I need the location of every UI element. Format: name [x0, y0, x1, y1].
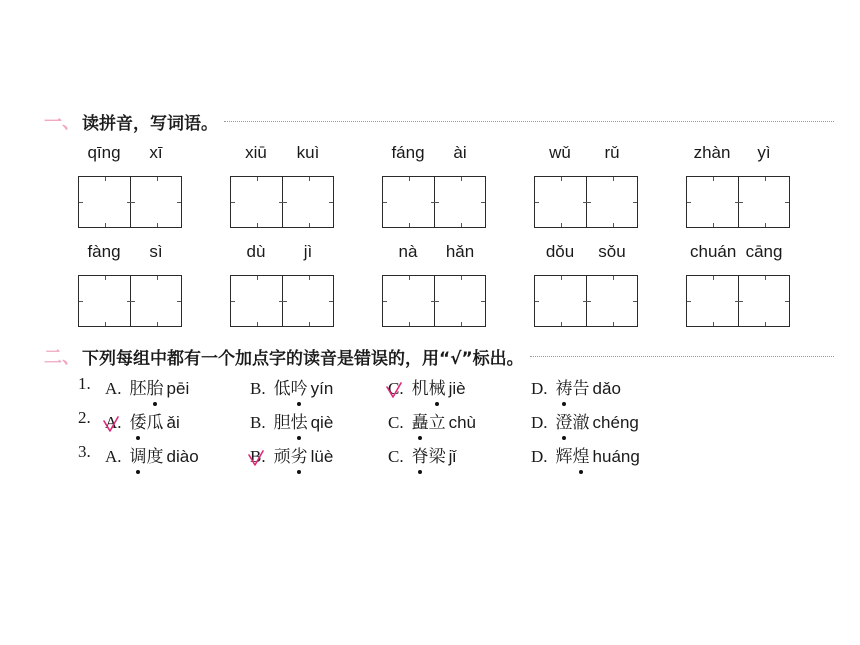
grid-guide-mark: [461, 177, 462, 181]
grid-guide-mark: [481, 301, 485, 302]
grid-guide-mark: [105, 276, 106, 280]
grid-guide-mark: [535, 202, 539, 203]
writing-grid[interactable]: [230, 176, 334, 228]
character: 顽: [273, 447, 291, 467]
answer-option[interactable]: [531, 408, 639, 433]
option-label: C.: [388, 379, 404, 398]
dotted-leader: [530, 356, 834, 357]
writing-grid[interactable]: [382, 275, 486, 327]
option-pinyin: ǎi: [166, 413, 180, 432]
question-number-text: 2.: [78, 408, 91, 427]
pinyin-syllable: xiū: [245, 143, 267, 162]
grid-guide-mark: [257, 177, 258, 181]
section-title: 下列每组中都有一个加点字的读音是错误的，用“√”标出。: [82, 348, 524, 369]
writing-grid[interactable]: [230, 275, 334, 327]
option-pinyin: chéng: [592, 413, 639, 432]
grid-guide-mark: [561, 223, 562, 227]
pinyin-syllable: qīng: [87, 143, 121, 162]
option-label: D.: [531, 379, 548, 398]
dotted-character: 械: [429, 374, 446, 399]
pinyin-syllable: cāng: [745, 242, 783, 261]
option-pinyin: pēi: [166, 379, 190, 398]
grid-guide-mark: [409, 223, 410, 227]
grid-guide-mark: [79, 202, 83, 203]
grid-guide-mark: [131, 202, 135, 203]
grid-guide-mark: [257, 322, 258, 326]
grid-guide-mark: [309, 177, 310, 181]
grid-guide-mark: [231, 301, 235, 302]
pinyin-syllable: jì: [303, 242, 313, 261]
grid-guide-mark: [613, 177, 614, 181]
option-label: B.: [250, 447, 266, 466]
grid-guide-mark: [739, 202, 743, 203]
pinyin-syllable: zhàn: [693, 143, 731, 162]
checkmark-icon: [385, 382, 403, 400]
grid-guide-mark: [157, 223, 158, 227]
character: 梁: [428, 447, 446, 467]
grid-guide-mark: [131, 301, 135, 302]
grid-guide-mark: [177, 202, 181, 203]
grid-guide-mark: [309, 322, 310, 326]
section-1-header: [44, 108, 834, 134]
dotted-character: 怯: [291, 408, 308, 433]
grid-guide-mark: [283, 202, 287, 203]
grid-guide-mark: [157, 276, 158, 280]
answer-option[interactable]: [388, 442, 456, 467]
grid-guide-mark: [765, 177, 766, 181]
option-pinyin: qiè: [310, 413, 334, 432]
dotted-character: 倭: [130, 408, 147, 433]
dotted-character: 澄: [556, 408, 573, 433]
option-pinyin: chù: [448, 413, 477, 432]
grid-guide-mark: [765, 322, 766, 326]
option-pinyin: lüè: [310, 447, 334, 466]
option-label: C.: [388, 413, 404, 432]
grid-guide-mark: [687, 202, 691, 203]
pinyin-syllable: nà: [398, 242, 418, 261]
answer-option[interactable]: [531, 442, 640, 467]
grid-guide-mark: [633, 301, 637, 302]
grid-guide-mark: [257, 276, 258, 280]
option-label: B.: [250, 379, 266, 398]
option-pinyin: yín: [310, 379, 334, 398]
grid-guide-mark: [231, 202, 235, 203]
option-label: A.: [105, 413, 122, 432]
pinyin-syllable: dù: [246, 242, 266, 261]
answer-option[interactable]: [250, 374, 333, 399]
grid-guide-mark: [177, 301, 181, 302]
writing-grid[interactable]: [686, 176, 790, 228]
grid-guide-mark: [587, 301, 591, 302]
pinyin-syllable: sǒu: [598, 242, 626, 261]
pinyin-syllable: sì: [149, 242, 163, 261]
grid-guide-mark: [785, 301, 789, 302]
option-pinyin: jiè: [448, 379, 466, 398]
pinyin-syllable: rǔ: [604, 143, 620, 162]
answer-option[interactable]: [531, 374, 621, 399]
option-label: D.: [531, 447, 548, 466]
dotted-character: 矗: [412, 408, 429, 433]
dotted-character: 煌: [573, 442, 590, 467]
pinyin-syllable: fàng: [87, 242, 121, 261]
section-2-header: [44, 343, 834, 369]
pinyin-syllable: hǎn: [445, 242, 475, 261]
checkmark-icon: [247, 450, 265, 468]
grid-guide-mark: [535, 301, 539, 302]
grid-guide-mark: [461, 322, 462, 326]
dotted-character: 调: [130, 442, 147, 467]
grid-guide-mark: [713, 276, 714, 280]
grid-guide-mark: [409, 322, 410, 326]
option-pinyin: jǐ: [448, 447, 457, 466]
dotted-character: 劣: [291, 442, 308, 467]
grid-guide-mark: [105, 223, 106, 227]
grid-guide-mark: [79, 301, 83, 302]
grid-guide-mark: [765, 223, 766, 227]
pinyin-syllable: dǒu: [545, 242, 575, 261]
grid-guide-mark: [309, 223, 310, 227]
section-title: 读拼音，写词语。: [82, 113, 218, 134]
dotted-character: 胎: [147, 374, 164, 399]
pinyin-syllable: fáng: [391, 143, 425, 162]
option-label: C.: [388, 447, 404, 466]
character: 机: [411, 379, 429, 399]
section-number: 二、: [44, 347, 80, 368]
pinyin-syllable: kuì: [296, 143, 320, 162]
dotted-character: 祷: [556, 374, 573, 399]
writing-grid[interactable]: [78, 275, 182, 327]
grid-guide-mark: [435, 202, 439, 203]
grid-guide-mark: [633, 202, 637, 203]
character: 胆: [273, 413, 291, 433]
question-number: [78, 442, 91, 462]
character: 立: [428, 413, 446, 433]
writing-grid[interactable]: [534, 176, 638, 228]
option-pinyin: huáng: [592, 447, 640, 466]
grid-guide-mark: [409, 177, 410, 181]
option-label: A.: [105, 447, 122, 466]
pinyin-syllable: wǔ: [549, 143, 571, 162]
question-number: [78, 374, 91, 394]
grid-guide-mark: [105, 322, 106, 326]
grid-guide-mark: [309, 276, 310, 280]
dotted-character: 脊: [412, 442, 429, 467]
answer-option[interactable]: [105, 374, 189, 399]
grid-guide-mark: [561, 177, 562, 181]
character: 辉: [555, 447, 573, 467]
grid-guide-mark: [409, 276, 410, 280]
writing-grid[interactable]: [78, 176, 182, 228]
grid-guide-mark: [561, 276, 562, 280]
pinyin-syllable: ài: [453, 143, 467, 162]
answer-option[interactable]: [105, 442, 199, 467]
question-number-text: 3.: [78, 442, 91, 461]
grid-guide-mark: [157, 322, 158, 326]
grid-guide-mark: [613, 276, 614, 280]
grid-guide-mark: [329, 301, 333, 302]
question-number-text: 1.: [78, 374, 91, 393]
grid-guide-mark: [481, 202, 485, 203]
option-label: D.: [531, 413, 548, 432]
grid-guide-mark: [329, 202, 333, 203]
option-pinyin: diào: [166, 447, 199, 466]
grid-guide-mark: [435, 301, 439, 302]
grid-guide-mark: [765, 276, 766, 280]
grid-guide-mark: [713, 177, 714, 181]
writing-grid[interactable]: [534, 275, 638, 327]
grid-guide-mark: [785, 202, 789, 203]
grid-guide-mark: [713, 223, 714, 227]
pinyin-syllable: chuán: [690, 242, 737, 261]
option-label: B.: [250, 413, 266, 432]
grid-guide-mark: [283, 301, 287, 302]
grid-guide-mark: [687, 301, 691, 302]
grid-guide-mark: [383, 301, 387, 302]
pinyin-syllable: yì: [757, 143, 771, 162]
question-number: [78, 408, 91, 428]
option-label: A.: [105, 379, 122, 398]
grid-guide-mark: [461, 223, 462, 227]
grid-guide-mark: [383, 202, 387, 203]
grid-guide-mark: [713, 322, 714, 326]
character: 度: [146, 447, 164, 467]
character: 告: [572, 379, 590, 399]
character: 瓜: [146, 413, 164, 433]
grid-guide-mark: [157, 177, 158, 181]
answer-option[interactable]: [250, 408, 333, 433]
grid-guide-mark: [561, 322, 562, 326]
dotted-character: 吟: [291, 374, 308, 399]
character: 胚: [129, 379, 147, 399]
grid-guide-mark: [257, 223, 258, 227]
grid-guide-mark: [613, 223, 614, 227]
checkmark-icon: [102, 416, 120, 434]
answer-option[interactable]: [388, 408, 476, 433]
dotted-leader: [224, 121, 834, 122]
character: 低: [273, 379, 291, 399]
option-pinyin: dǎo: [592, 379, 621, 398]
grid-guide-mark: [587, 202, 591, 203]
grid-guide-mark: [739, 301, 743, 302]
grid-guide-mark: [461, 276, 462, 280]
grid-guide-mark: [105, 177, 106, 181]
pinyin-syllable: xī: [149, 143, 163, 162]
section-number: 一、: [44, 112, 80, 133]
character: 澈: [572, 413, 590, 433]
writing-grid[interactable]: [686, 275, 790, 327]
grid-guide-mark: [613, 322, 614, 326]
writing-grid[interactable]: [382, 176, 486, 228]
